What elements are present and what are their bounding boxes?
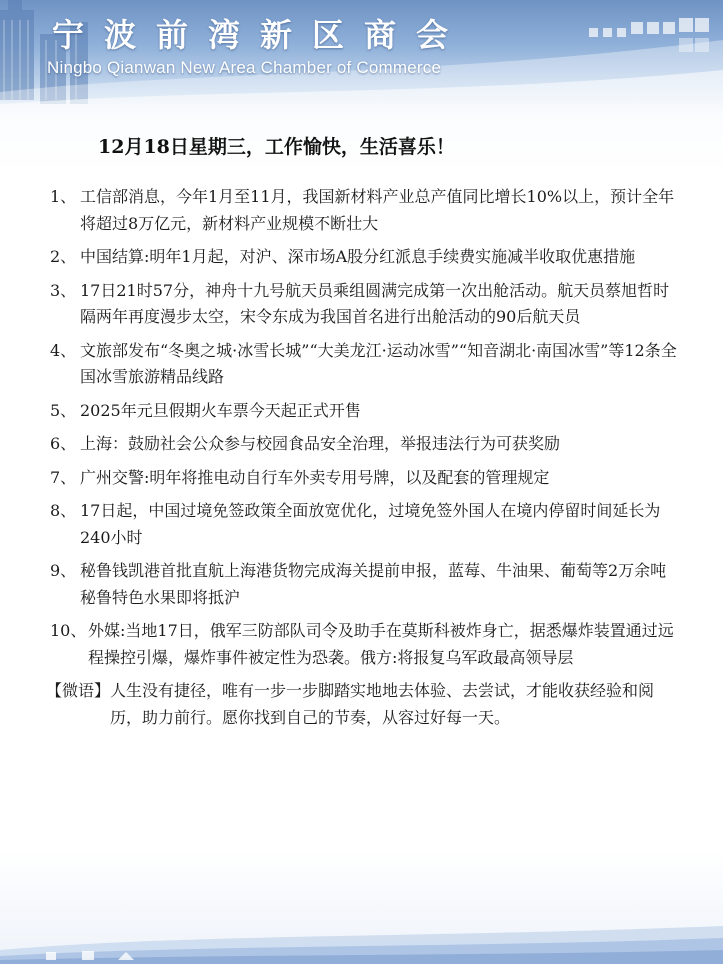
chamber-title-english: Ningbo Qianwan New Area Chamber of Commerce <box>47 58 442 77</box>
news-number: 7、 <box>50 467 77 487</box>
news-item <box>50 398 680 425</box>
header-banner <box>0 0 723 118</box>
news-number: 5、 <box>50 400 77 420</box>
news-number: 3、 <box>50 280 77 300</box>
news-number: 9、 <box>50 561 77 580</box>
footer-wave-graphic <box>0 924 723 964</box>
news-number: 4、 <box>50 340 77 360</box>
news-item <box>50 618 680 671</box>
date-greeting: 12月18日星期三，工作愉快，生活喜乐！ <box>98 136 455 158</box>
footer-wave <box>0 924 723 964</box>
quote-label: 【微语】 <box>46 681 111 700</box>
news-text: 秘鲁钱凯港首批直航上海港货物完成海关提前申报，蓝莓、牛油果、葡萄等2万余吨秘鲁特色水果即将抵沪 <box>80 561 667 607</box>
news-text: 外媒:当地17日，俄军三防部队司令及助手在莫斯科被炸身亡，据悉爆炸装置通过远程操控引爆，爆炸事件被定性为恐袭。俄方:将报复乌军政最高领导层 <box>88 621 674 667</box>
news-item <box>50 184 680 237</box>
news-number: 8、 <box>50 501 77 520</box>
news-number: 10、 <box>50 621 87 640</box>
news-text: 17日21时57分，神舟十九号航天员乘组圆满完成第一次出舱活动。航天员蔡旭哲时隔两年再度漫步太空，宋令东成为我国首名进行出舱活动的90后航天员 <box>80 280 670 326</box>
news-text: 中国结算:明年1月起，对沪、深市场A股分红派息手续费实施减半收取优惠措施 <box>80 247 636 266</box>
news-item <box>50 278 680 331</box>
news-item <box>50 465 680 492</box>
news-number: 2、 <box>50 247 77 266</box>
news-number: 1、 <box>50 187 77 206</box>
news-item <box>50 558 680 611</box>
news-item <box>50 498 680 551</box>
news-item <box>50 431 680 458</box>
news-list <box>46 184 680 731</box>
news-item <box>50 338 680 391</box>
news-text: 广州交警:明年将推电动自行车外卖专用号牌，以及配套的管理规定 <box>80 467 550 487</box>
daily-quote <box>46 678 680 731</box>
quote-text: 人生没有捷径，唯有一步一步脚踏实地地去体验、去尝试，才能收获经验和阅历，助力前行。愿你找到自己的节奏，从容过好每一天。 <box>110 681 655 727</box>
news-text: 上海：鼓励社会公众参与校园食品安全治理，举报违法行为可获奖励 <box>80 434 561 453</box>
news-text: 17日起，中国过境免签政策全面放宽优化，过境免签外国人在境内停留时间延长为240小时 <box>80 501 661 547</box>
news-item <box>50 244 680 271</box>
decorative-squares <box>589 18 709 58</box>
news-text: 工信部消息，今年1月至11月，我国新材料产业总产值同比增长10%以上，预计全年将超过8万亿元，新材料产业规模不断壮大 <box>80 187 675 233</box>
news-number: 6、 <box>50 434 77 453</box>
news-text: 文旅部发布“冬奥之城·冰雪长城”“大美龙江·运动冰雪”“知音湖北·南国冰雪”等12条全国冰雪旅游精品线路 <box>80 340 677 386</box>
news-text: 2025年元旦假期火车票今天起正式开售 <box>80 400 361 420</box>
chamber-title-chinese: 宁波前湾新区商会 <box>52 16 469 54</box>
